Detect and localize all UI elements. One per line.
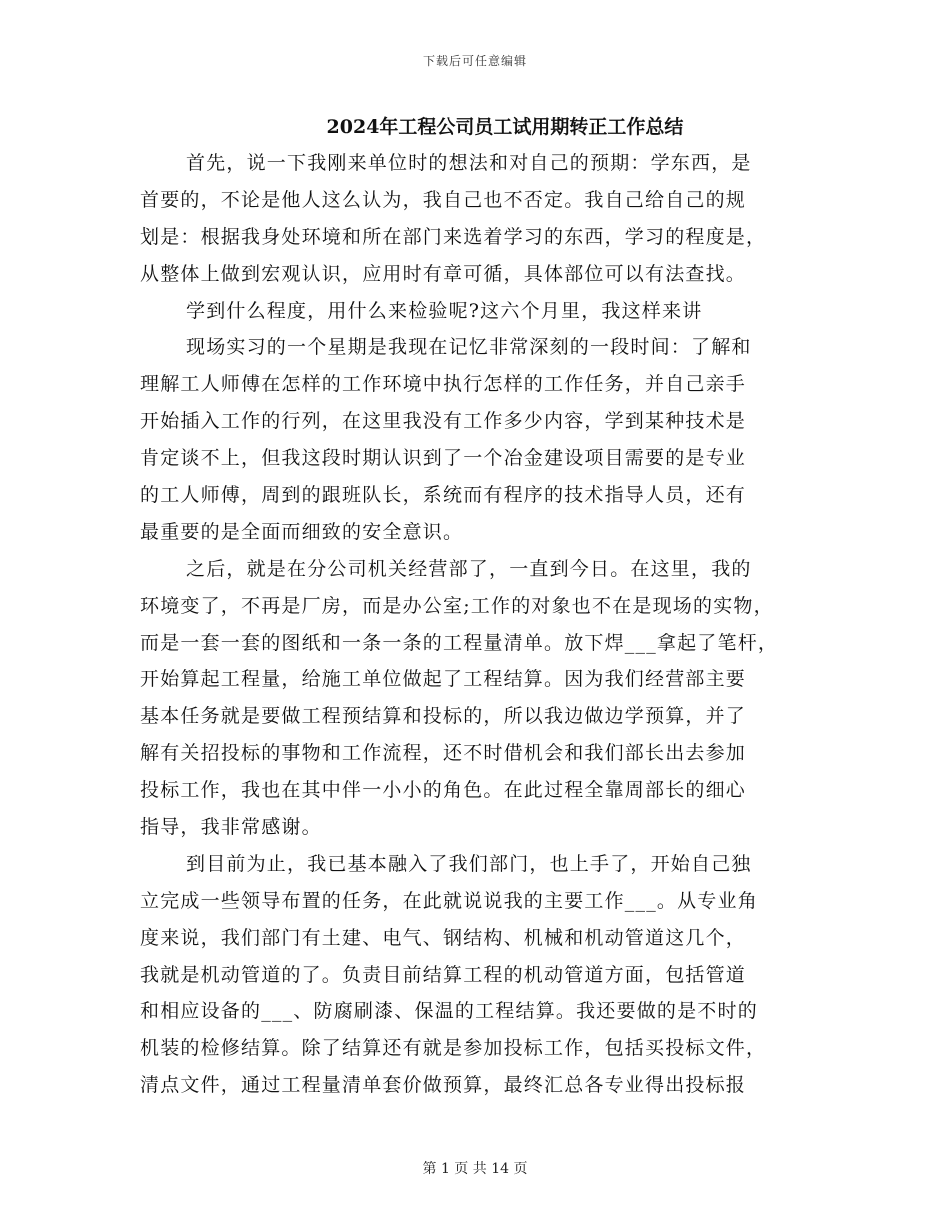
page-header-note: 下载后可任意编辑 xyxy=(422,54,527,68)
paragraph-line: 肯定谈不上，但我这段时期认识到了一个冶金建设项目需要的是专业 xyxy=(140,447,747,470)
paragraph-line: 的工人师傅，周到的跟班队长，系统而有程序的技术指导人员，还有 xyxy=(140,484,747,507)
paragraph-line: 和相应设备的___、防腐刷漆、保温的工程结算。我还要做的是不时的 xyxy=(140,1000,758,1023)
paragraph-line: 环境变了，不再是厂房，而是办公室;工作的对象也不在是现场的实物， xyxy=(140,594,774,617)
paragraph-line: 现场实习的一个星期是我现在记忆非常深刻的一段时间：了解和 xyxy=(186,336,752,359)
paragraph-line: 开始算起工程量，给施工单位做起了工程结算。因为我们经营部主要 xyxy=(140,668,747,691)
paragraph-line: 之后，就是在分公司机关经营部了，一直到今日。在这里，我的 xyxy=(186,557,752,580)
paragraph-line: 首要的，不论是他人这么认为，我自己也不否定。我自己给自己的规 xyxy=(140,188,747,211)
paragraph-line: 清点文件，通过工程量清单套价做预算，最终汇总各专业得出投标报 xyxy=(140,1074,747,1097)
document-body xyxy=(140,145,820,1104)
paragraph-line: 从整体上做到宏观认识，应用时有章可循，具体部位可以有法查找。 xyxy=(140,262,747,285)
paragraph-line: 度来说，我们部门有土建、电气、钢结构、机械和机动管道这几个， xyxy=(140,926,747,949)
paragraph-line: 最重要的是全面而细致的安全意识。 xyxy=(140,520,464,543)
paragraph-line: 投标工作，我也在其中伴一小小的角色。在此过程全靠周部长的细心 xyxy=(140,779,747,802)
paragraph-line: 理解工人师傅在怎样的工作环境中执行怎样的工作任务，并自己亲手 xyxy=(140,373,747,396)
paragraph-line: 解有关招投标的事物和工作流程，还不时借机会和我们部长出去参加 xyxy=(140,742,747,765)
paragraph-line: 立完成一些领导布置的任务，在此就说说我的主要工作___。从专业角 xyxy=(140,889,758,912)
paragraph-line: 到目前为止，我已基本融入了我们部门，也上手了，开始自己独 xyxy=(186,852,752,875)
paragraph-line: 机装的检修结算。除了结算还有就是参加投标工作，包括买投标文件， xyxy=(140,1037,767,1060)
paragraph-line: 我就是机动管道的了。负责目前结算工程的机动管道方面，包括管道 xyxy=(140,963,747,986)
paragraph-line: 指导，我非常感谢。 xyxy=(140,816,322,839)
paragraph-line: 划是：根据我身处环境和所在部门来选着学习的东西，学习的程度是， xyxy=(140,225,767,248)
document-title: 2024年工程公司员工试用期转正工作总结 xyxy=(326,116,684,138)
paragraph-line: 基本任务就是要做工程预结算和投标的，所以我边做边学预算，并了 xyxy=(140,705,747,728)
paragraph-line: 而是一套一套的图纸和一条一条的工程量清单。放下焊___拿起了笔杆， xyxy=(140,631,779,654)
page-number-footer: 第 1 页 共 14 页 xyxy=(422,1161,528,1177)
paragraph-line: 学到什么程度，用什么来检验呢?这六个月里，我这样来讲 xyxy=(186,299,703,322)
paragraph-line: 开始插入工作的行列，在这里我没有工作多少内容，学到某种技术是 xyxy=(140,410,747,433)
paragraph-line: 首先，说一下我刚来单位时的想法和对自己的预期：学东西，是 xyxy=(186,152,752,174)
